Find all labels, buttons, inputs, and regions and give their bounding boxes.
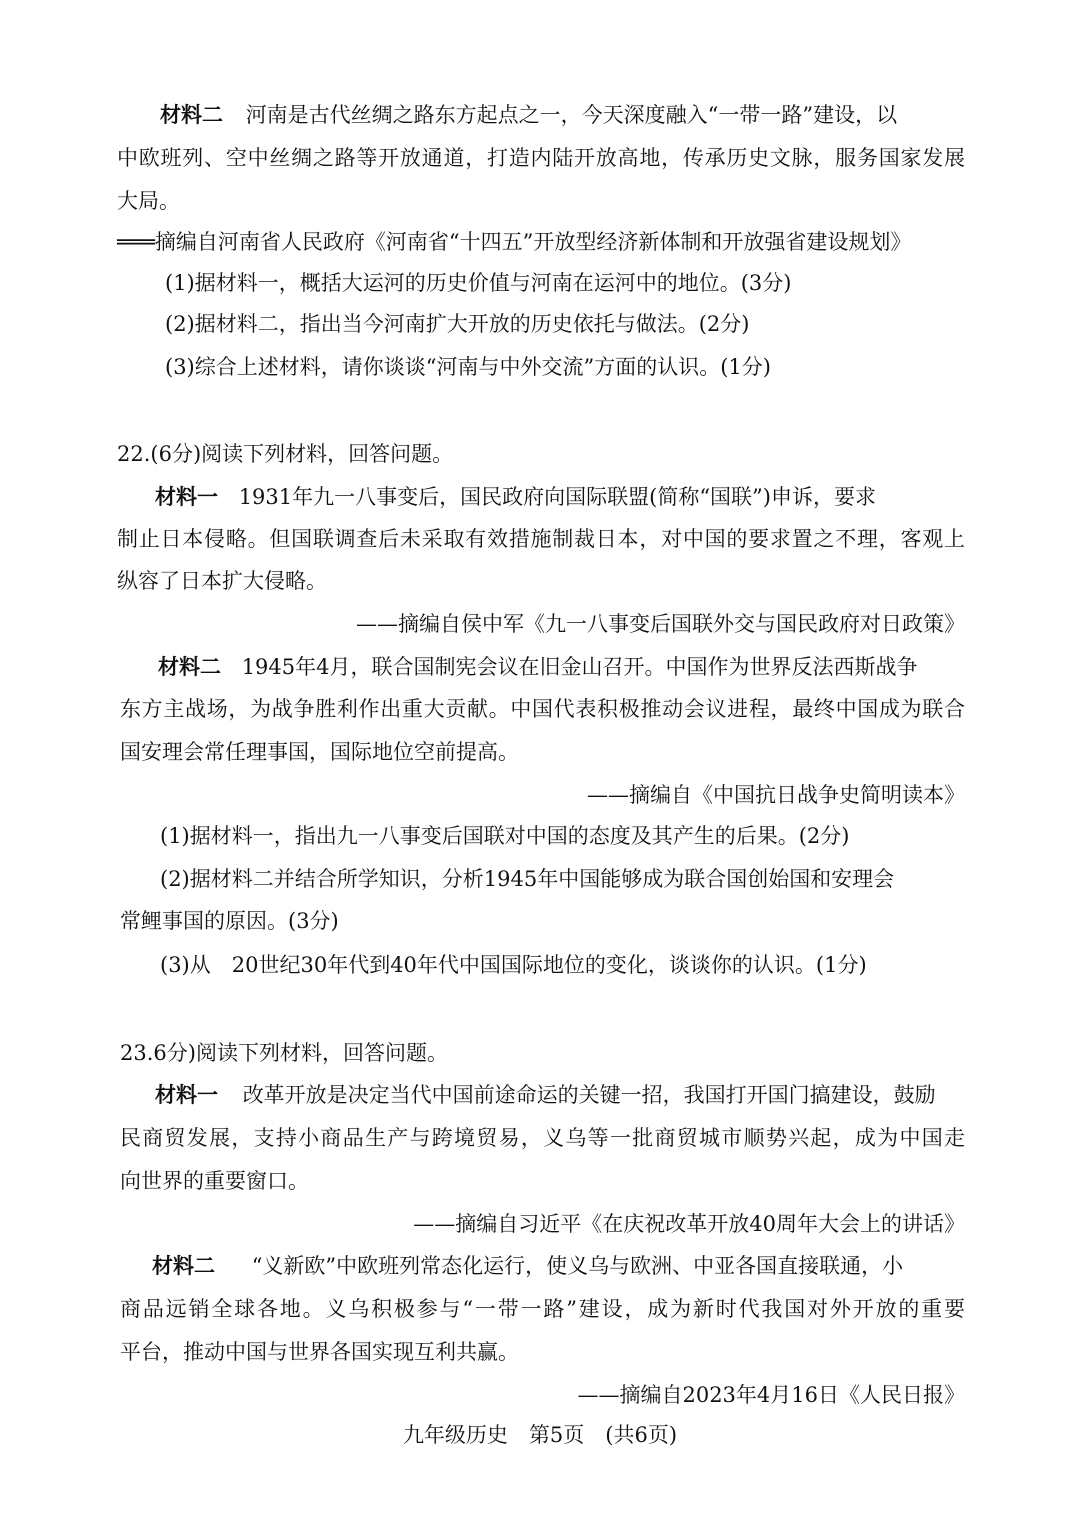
q21-material2-source: ═══摘编自河南省人民政府《河南省“十四五”开放型经济新体制和开放强省建设规划》	[117, 230, 912, 254]
q22-material2-line2: 东方主战场，为战争胜利作出重大贡献。中国代表积极推动会议进程，最终中国成为联合	[120, 697, 965, 721]
q23-material2-line3: 平台，推动中国与世界各国实现互利共赢。	[120, 1340, 519, 1364]
q22-material1-line3: 纵容了日本扩大侵略。	[117, 569, 327, 593]
q21-material2-line2: 中欧班列、空中丝绸之路等开放通道，打造内陆开放高地，传承历史文脉，服务国家发展	[117, 146, 965, 170]
q21-question-3: (3)综合上述材料，请你谈谈“河南与中外交流”方面的认识。(1分)	[165, 355, 771, 379]
q21-question-2: (2)据材料二，指出当今河南扩大开放的历史依托与做法。(2分)	[165, 312, 750, 336]
q23-material2-text1: “义新欧”中欧班列常态化运行，使义乌与欧洲、中亚各国直接联通，小	[251, 1254, 904, 1278]
q22-material1-text1: 1931年九一八事变后，国民政府向国际联盟(简称“国联”)申诉，要求	[238, 485, 876, 509]
q23-material2-line2: 商品远销全球各地。义乌积极参与“一带一路”建设，成为新时代我国对外开放的重要	[120, 1297, 965, 1321]
q21-material2-text1: 河南是古代丝绸之路东方起点之一，今天深度融入“一带一路”建设，以	[245, 103, 898, 127]
q21-question-1: (1)据材料一，概括大运河的历史价值与河南在运河中的地位。(3分)	[165, 271, 792, 295]
q22-material1-line2: 制止日本侵略。但国联调查后未采取有效措施制裁日本，对中国的要求置之不理，客观上	[117, 527, 965, 551]
q21-material2-line3: 大局。	[117, 189, 180, 213]
q21-material2-label: 材料二	[160, 103, 223, 127]
q22-material2-line3: 国安理会常任理事国，国际地位空前提高。	[120, 740, 519, 764]
q23-material1-source: ——摘编自习近平《在庆祝改革开放40周年大会上的讲话》	[413, 1212, 965, 1236]
q23-header: 23.6分)阅读下列材料，回答问题。	[120, 1041, 448, 1065]
q23-material1-line1	[155, 1080, 936, 1110]
q23-material1-text1: 改革开放是决定当代中国前途命运的关键一招，我国打开国门搞建设，鼓励	[242, 1083, 936, 1107]
q22-question-2-line1: (2)据材料二并结合所学知识，分析1945年中国能够成为联合国创始国和安理会	[160, 867, 895, 891]
q23-material2-label: 材料二	[152, 1254, 215, 1278]
q22-question-2-line2: 常鲤事国的原因。(3分)	[120, 909, 339, 933]
q23-material1-label: 材料一	[155, 1083, 218, 1107]
q22-material1-line1	[155, 482, 876, 512]
q22-material2-line1	[158, 652, 918, 682]
q21-material2-line1	[160, 100, 897, 130]
q22-header: 22.(6分)阅读下列材料，回答问题。	[117, 442, 454, 466]
q22-material1-source: ——摘编自侯中军《九一八事变后国联外交与国民政府对日政策》	[356, 612, 965, 636]
q23-material1-line2: 民商贸发展，支持小商品生产与跨境贸易，义乌等一批商贸城市顺势兴起，成为中国走	[120, 1126, 965, 1150]
q23-material2-line1	[152, 1251, 903, 1281]
page-footer: 九年级历史 第5页 (共6页)	[402, 1423, 678, 1447]
q22-question-1: (1)据材料一，指出九一八事变后国联对中国的态度及其产生的后果。(2分)	[160, 824, 850, 848]
q23-material2-source: ——摘编自2023年4月16日《人民日报》	[577, 1383, 965, 1407]
q22-material2-source: ——摘编自《中国抗日战争史简明读本》	[587, 783, 965, 807]
q22-material1-label: 材料一	[155, 485, 218, 509]
q23-material1-line3: 向世界的重要窗口。	[120, 1169, 309, 1193]
q22-question-3: (3)从 20世纪30年代到40年代中国国际地位的变化，谈谈你的认识。(1分)	[160, 953, 867, 977]
q22-material2-text1: 1945年4月，联合国制宪会议在旧金山召开。中国作为世界反法西斯战争	[241, 655, 918, 679]
q22-material2-label: 材料二	[158, 655, 221, 679]
